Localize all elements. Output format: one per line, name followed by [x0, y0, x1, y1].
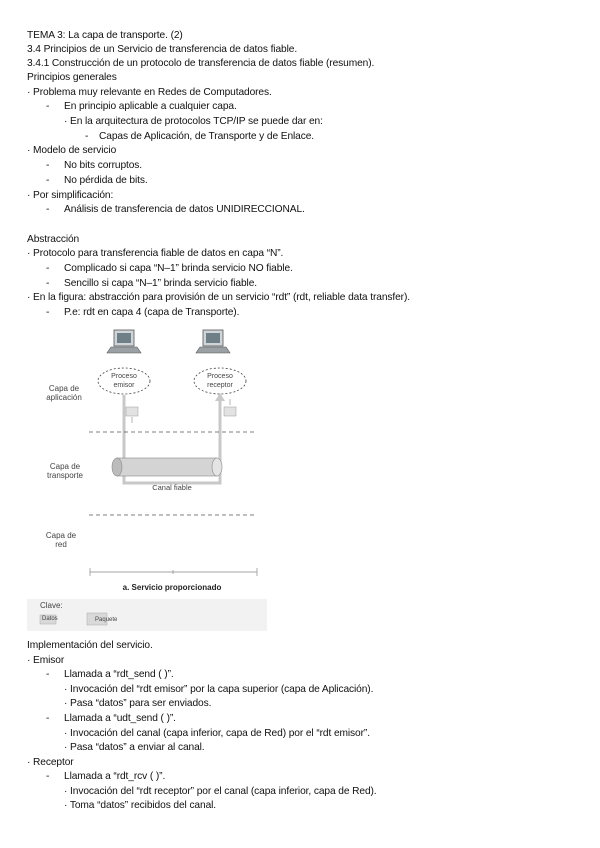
dash-marker: - — [46, 771, 50, 782]
key-title: Clave: — [40, 601, 63, 610]
udt-send-desc-1: · Invocación del canal (capa inferior, capa de Red) por el “rdt emisor”. — [64, 728, 370, 739]
subsection-heading: 3.4.1 Construcción de un protocolo de transferencia de datos fiable (resumen). — [27, 58, 375, 69]
dash-marker: - — [46, 160, 50, 171]
bullet-figura: · En la figura: abstracción para provisión de un servicio “rdt” (rdt, reliable data transfer). — [27, 292, 410, 303]
label-sender-process: Proceso emisor — [111, 373, 137, 389]
computer-icon-receiver — [196, 330, 230, 353]
section-heading: 3.4 Principios de un Servicio de transferencia de datos fiable. — [27, 44, 298, 55]
label-receiver-process: Proceso receptor — [207, 373, 233, 389]
rdt-rcv-desc-1: · Invocación del “rdt receptor” por el canal (capa inferior, capa de Red). — [64, 786, 377, 797]
call-rdt-send: Llamada a “rdt_send ( )”. — [64, 669, 174, 680]
key-background — [27, 599, 267, 631]
call-udt-send: Llamada a “udt_send ( )”. — [64, 713, 176, 724]
data-box-receiver — [224, 407, 236, 416]
dash-marker: - — [46, 278, 50, 289]
bullet-pe-rdt: P.e: rdt en capa 4 (capa de Transporte). — [64, 307, 240, 318]
dash-marker: - — [46, 175, 50, 186]
bullet-no-perdida: No pérdida de bits. — [64, 175, 148, 186]
bullet-aplicable: En principio aplicable a cualquier capa. — [64, 101, 237, 112]
label-app-layer: Capa de aplicación — [46, 384, 82, 402]
label-transport-layer: Capa de transporte — [46, 462, 84, 480]
data-box-sender — [126, 407, 138, 416]
bullet-emisor: · Emisor — [27, 655, 65, 666]
figure-caption: a. Servicio proporcionado — [122, 583, 222, 592]
bullet-receptor: · Receptor — [27, 757, 74, 768]
key-packet-label: Paquete — [95, 617, 118, 623]
bullet-simplificacion: · Por simplificación: — [27, 190, 114, 201]
rdt-send-desc-1: · Invocación del “rdt emisor” por la capa superior (capa de Aplicación). — [64, 684, 374, 695]
bullet-unidireccional: Análisis de transferencia de datos UNIDIRECCIONAL. — [64, 204, 305, 215]
channel-arrowhead — [215, 393, 225, 401]
bullet-complicado: Complicado si capa “N–1” brinda servicio NO fiable. — [64, 263, 293, 274]
bullet-capas: Capas de Aplicación, de Transporte y de Enlace. — [99, 131, 315, 142]
bullet-modelo: · Modelo de servicio — [27, 145, 117, 156]
label-network-layer: Capa de red — [45, 531, 77, 549]
implementacion-heading: Implementación del servicio. — [27, 640, 153, 651]
bullet-problema: · Problema muy relevante en Redes de Computadores. — [27, 87, 272, 98]
rdt-rcv-desc-2: · Toma “datos” recibidos del canal. — [64, 800, 217, 811]
abstraccion-heading: Abstracción — [27, 234, 80, 245]
principios-heading: Principios generales — [27, 72, 117, 83]
bullet-sencillo: Sencillo si capa “N–1” brinda servicio fiable. — [64, 278, 258, 289]
dash-marker: - — [46, 669, 50, 680]
call-rdt-rcv: Llamada a “rdt_rcv ( )”. — [64, 771, 166, 782]
label-reliable-channel: Canal fiable — [152, 483, 192, 492]
reliable-channel-cylinder — [112, 458, 222, 476]
bullet-tcpip: · En la arquitectura de protocolos TCP/IP se puede dar en: — [64, 116, 323, 127]
dash-marker: - — [46, 101, 50, 112]
rdt-figure — [27, 325, 267, 631]
dash-marker: - — [85, 131, 89, 142]
bullet-protocolo: · Protocolo para transferencia fiable de datos en capa “N”. — [27, 248, 284, 259]
key-data-label: Datos — [42, 616, 58, 622]
dash-marker: - — [46, 307, 50, 318]
dash-marker: - — [46, 204, 50, 215]
rdt-send-desc-2: · Pasa “datos” para ser enviados. — [64, 698, 212, 709]
computer-icon-sender — [107, 330, 141, 353]
bullet-no-corruptos: No bits corruptos. — [64, 160, 143, 171]
dash-marker: - — [46, 263, 50, 274]
udt-send-desc-2: · Pasa “datos” a enviar al canal. — [64, 742, 205, 753]
dash-marker: - — [46, 713, 50, 724]
document-title: TEMA 3: La capa de transporte. (2) — [27, 30, 183, 41]
